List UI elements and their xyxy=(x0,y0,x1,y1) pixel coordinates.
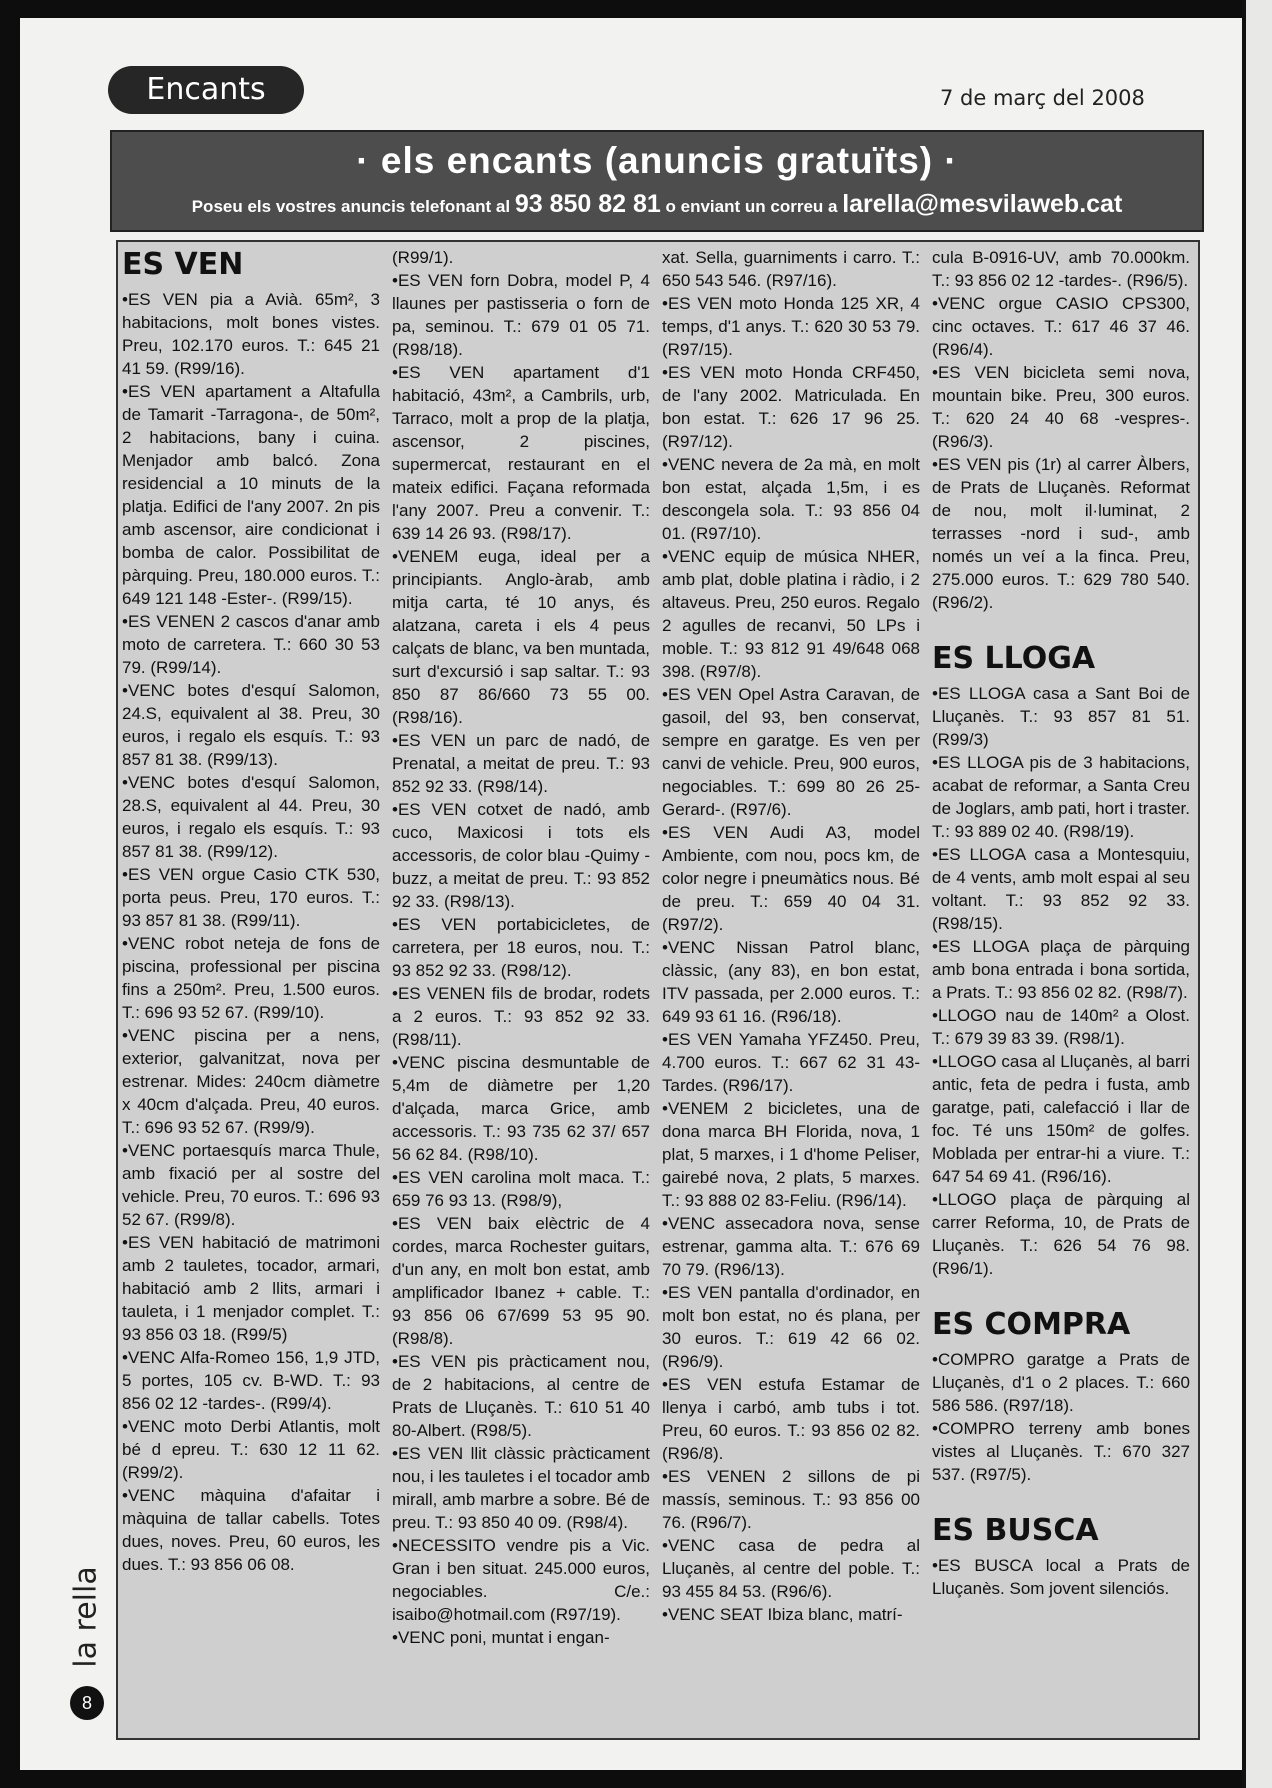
ad-item: •ES VEN un parc de nadó, de Prenatal, a meitat de preu. T.: 93 852 92 33. (R98/14). xyxy=(392,731,650,796)
ad-item: •COMPRO terreny amb bones vistes al Lluçanès. T.: 670 327 537. (R97/5). xyxy=(932,1419,1190,1484)
ad-item: •VENC piscina desmuntable de 5,4m de diàmetre per 1,20 d'alçada, marca Grice, amb accessoris. T.: 93 735 62 37/ 657 56 62 84. (R98/10). xyxy=(392,1053,650,1164)
ad-item: •ES VENEN 2 cascos d'anar amb moto de carretera. T.: 660 30 53 79. (R99/14). xyxy=(122,612,380,677)
heading-es-ven: ES VEN xyxy=(122,247,244,282)
ad-item: •VENC robot neteja de fons de piscina, professional per piscina fins a 250m². Preu, 1.500 euros. T.: 696 93 52 67. (R99/10). xyxy=(122,934,380,1022)
banner-title: · els encants (anuncis gratuïts) · xyxy=(356,140,958,181)
ad-item: •ES VEN Yamaha YFZ450. Preu, 4.700 euros. T.: 667 62 31 43-Tardes. (R96/17). xyxy=(662,1030,920,1095)
page-spine xyxy=(1242,0,1272,1788)
classifieds-content xyxy=(116,240,1200,1740)
ad-item: •VENC moto Derbi Atlantis, molt bé d epreu. T.: 630 12 11 62. (R99/2). xyxy=(122,1417,380,1482)
banner-email: larella@mesvilaweb.cat xyxy=(842,190,1123,218)
ad-item: •VENC piscina per a nens, exterior, galvanitzat, nova per estrenar. Mides: 240cm diàmetre x 40cm d'alçada. Preu, 40 euros. T.: 696 93 52 67. (R99/9). xyxy=(122,1026,380,1137)
ad-item: (R99/1). xyxy=(392,248,454,267)
banner-subtitle xyxy=(112,190,1202,219)
ad-item: cula B-0916-UV, amb 70.000km. T.: 93 856 02 12 -tardes-. (R96/5). xyxy=(932,248,1190,290)
heading-es-compra: ES COMPRA xyxy=(932,1307,1131,1342)
issue-date: 7 de març del 2008 xyxy=(940,86,1145,110)
ad-item: •ES VENEN fils de brodar, rodets a 2 euros. T.: 93 852 92 33. (R98/11). xyxy=(392,984,650,1049)
ad-item: •ES VEN moto Honda 125 XR, 4 temps, d'1 anys. T.: 620 30 53 79. (R97/15). xyxy=(662,294,920,359)
ad-item: •ES VEN moto Honda CRF450, de l'any 2002. Matriculada. En bon estat. T.: 626 17 96 25. (R97/12). xyxy=(662,363,920,451)
ad-item: •ES VEN baix elèctric de 4 cordes, marca Rochester guitars, d'un any, en molt bon estat, amb amplificador Ibanez + cable. T.: 93 856 06 67/699 53 95 90. (R98/8). xyxy=(392,1214,650,1348)
ad-item: •COMPRO garatge a Prats de Lluçanès, d'1 o 2 places. T.: 660 586 586. (R97/18). xyxy=(932,1350,1190,1415)
ad-list xyxy=(932,246,1190,614)
ad-item: •LLOGO plaça de pàrquing al carrer Reforma, 10, de Prats de Lluçanès. T.: 626 54 76 98. (R96/1). xyxy=(932,1190,1190,1278)
ad-item: •ES VENEN 2 sillons de pi massís, seminous. T.: 93 856 00 76. (R96/7). xyxy=(662,1467,920,1532)
ad-item: •ES VEN bicicleta semi nova, mountain bike. Preu, 300 euros. T.: 620 24 40 68 -vespres-. (R96/3). xyxy=(932,363,1190,451)
publication-name-text: la rella xyxy=(68,1566,104,1668)
column-3 xyxy=(662,246,920,1734)
ad-item: •ES VEN portabicicletes, de carretera, per 18 euros, nou. T.: 93 852 92 33. (R98/12). xyxy=(392,915,650,980)
banner-text-before: Poseu els vostres anuncis telefonant al xyxy=(191,197,515,216)
ad-item: •VENEM 2 bicicletes, una de dona marca BH Florida, nova, 1 plat, 5 marxes, i 1 d'home Peliser, gairebé nova, 2 plats, 5 marxes. T.: 93 888 02 83-Feliu. (R96/14). xyxy=(662,1099,920,1210)
ad-item: •VENC màquina d'afaitar i màquina de tallar cabells. Totes dues, noves. Preu, 60 euros, les dues. T.: 93 856 06 08. xyxy=(122,1486,380,1574)
ad-item: •ES LLOGA casa a Sant Boi de Lluçanès. T.: 93 857 81 51. (R99/3) xyxy=(932,684,1190,749)
publication-name xyxy=(66,1562,106,1672)
ad-item: •ES VEN apartament a Altafulla de Tamarit -Tarragona-, de 50m², 2 habitacions, bany i cuina. Menjador amb balcó. Zona residencial a 10 minuts de la platja. Edifici de l'any 2007. 2n pis amb ascensor, aire condicionat i bomba de calor. Possibilitat de pàrquing. Preu, 180.000 euros. T.: 649 121 148 -Ester-. (R99/15). xyxy=(122,382,380,608)
ad-item: •VENC orgue CASIO CPS300, cinc octaves. T.: 617 46 37 46. (R96/4). xyxy=(932,294,1190,359)
ad-list xyxy=(932,1348,1190,1486)
ad-item: •ES VEN carolina molt maca. T.: 659 76 93 13. (R98/9), xyxy=(392,1168,650,1210)
ad-item: •LLOGO nau de 140m² a Olost. T.: 679 39 83 39. (R98/1). xyxy=(932,1006,1190,1048)
ad-item: •ES VEN pis pràcticament nou, de 2 habitacions, al centre de Prats de Lluçanès. T.: 610 51 40 80-Albert. (R98/5). xyxy=(392,1352,650,1440)
ad-item: •ES VEN orgue Casio CTK 530, porta peus. Preu, 170 euros. T.: 93 857 81 38. (R99/11). xyxy=(122,865,380,930)
ad-item: •VENC equip de música NHER, amb plat, doble platina i ràdio, i 2 altaveus. Preu, 250 euros. Regalo 2 agulles de recanvi, 50 LPs i moble. T.: 93 812 91 49/648 068 398. (R97/8). xyxy=(662,547,920,681)
ad-item: •VENC casa de pedra al Lluçanès, al centre del poble. T.: 93 455 84 53. (R96/6). xyxy=(662,1536,920,1601)
ad-list xyxy=(392,246,650,1649)
ad-item: •ES VEN forn Dobra, model P, 4 llaunes per pastisseria o forn de pa, seminou. T.: 679 01 05 71. (R98/18). xyxy=(392,271,650,359)
ad-list xyxy=(122,288,380,1576)
ad-list xyxy=(662,246,920,1626)
column-4 xyxy=(932,246,1190,1734)
ad-item: •ES VEN estufa Estamar de llenya i carbó, amb tubs i tot. Preu, 60 euros. T.: 93 856 02 82. (R96/8). xyxy=(662,1375,920,1463)
ad-item: •VENC assecadora nova, sense estrenar, gamma alta. T.: 676 69 70 79. (R96/13). xyxy=(662,1214,920,1279)
ad-item: •ES VEN llit clàssic pràcticament nou, i les tauletes i el tocador amb mirall, amb marbre a sobre. Bé de preu. T.: 93 850 40 09. (R98/4). xyxy=(392,1444,650,1532)
ad-item: •ES LLOGA casa a Montesquiu, de 4 vents, amb molt espai al seu voltant. T.: 93 852 92 33. (R98/15). xyxy=(932,845,1190,933)
ad-list xyxy=(932,682,1190,1280)
ad-list xyxy=(932,1554,1190,1600)
ad-item: •LLOGO casa al Lluçanès, al barri antic, feta de pedra i fusta, amb garatge, pati, calefacció i llar de foc. Té uns 150m² de golfes. Moblada per entrar-hi a viure. T.: 647 54 69 41. (R96/16). xyxy=(932,1052,1190,1186)
ad-item: •VENC botes d'esquí Salomon, 28.S, equivalent al 44. Preu, 30 euros, i regalo els esquís. T.: 93 857 81 38. (R99/12). xyxy=(122,773,380,861)
ad-item: •VENC nevera de 2a mà, en molt bon estat, alçada 1,5m, i es descongela sola. T.: 93 856 04 01. (R97/10). xyxy=(662,455,920,543)
section-title: Encants xyxy=(108,66,304,114)
ad-item: •ES LLOGA pis de 3 habitacions, acabat de reformar, a Santa Creu de Joglars, amb pati, hort i traster. T.: 93 889 02 40. (R98/19). xyxy=(932,753,1190,841)
banner-phone: 93 850 82 81 xyxy=(514,190,661,218)
ad-item: •ES VEN pis (1r) al carrer Àlbers, de Prats de Lluçanès. Reformat de nou, molt il·luminat, 2 terrasses -nord i sud-, amb només un veí a la finca. Preu, 275.000 euros. T.: 629 780 540. (R96/2). xyxy=(932,455,1190,612)
ad-item: •ES VEN pia a Avià. 65m², 3 habitacions, molt bones vistes. Preu, 102.170 euros. T.: 645 21 41 59. (R99/16). xyxy=(122,290,380,378)
ad-item: •ES VEN apartament d'1 habitació, 43m², a Cambrils, urb, Tarraco, molt a prop de la platja, ascensor, 2 piscines, supermercat, restaurant en el mateix edifici. Façana reformada l'any 2007. Preu a convenir. T.: 639 14 26 93. (R98/17). xyxy=(392,363,650,543)
ad-item: •ES VEN Audi A3, model Ambiente, com nou, pocs km, de color negre i pneumàtics nous. Bé de preu. T.: 659 40 04 31. (R97/2). xyxy=(662,823,920,934)
ad-item: •VENEM euga, ideal per a principiants. Anglo-àrab, amb mitja carta, té 10 anys, és alatzana, careta i els 4 peus calçats de blanc, va ben muntada, surt d'excursió i sap saltar. T.: 93 850 87 86/660 73 55 00. (R98/16). xyxy=(392,547,650,727)
ad-item: •VENC Alfa-Romeo 156, 1,9 JTD, 5 portes, 105 cv. B-WD. T.: 93 856 02 12 -tardes-. (R99/4). xyxy=(122,1348,380,1413)
column-1 xyxy=(122,246,380,1734)
ad-item: •NECESSITO vendre pis a Vic. Gran i ben situat. 245.000 euros, negociables. C/e.: isaibo@hotmail.com (R97/19). xyxy=(392,1536,650,1624)
ad-item: •VENC portaesquís marca Thule, amb fixació per al sostre del vehicle. Preu, 70 euros. T.: 696 93 52 67. (R99/8). xyxy=(122,1141,380,1229)
ad-item: •ES LLOGA plaça de pàrquing amb bona entrada i bona sortida, a Prats. T.: 93 856 02 82. (R98/7). xyxy=(932,937,1190,1002)
ad-item: •VENC Nissan Patrol blanc, clàssic, (any 83), en bon estat, ITV passada, per 2.000 euros. T.: 649 93 61 16. (R96/18). xyxy=(662,938,920,1026)
ad-item: •ES VEN Opel Astra Caravan, de gasoil, del 93, ben conservat, sempre en garatge. Es ven per canvi de vehicle. Preu, 900 euros, negociables. T.: 699 80 26 25-Gerard-. (R97/6). xyxy=(662,685,920,819)
ad-item: •ES VEN pantalla d'ordinador, en molt bon estat, no és plana, per 30 euros. T.: 619 42 66 02. (R96/9). xyxy=(662,1283,920,1371)
banner-text-middle: o enviant un correu a xyxy=(660,197,843,216)
classifieds-banner xyxy=(110,130,1204,232)
column-2 xyxy=(392,246,650,1734)
page-number: 8 xyxy=(70,1686,104,1720)
ad-item: •VENC botes d'esquí Salomon, 24.S, equivalent al 38. Preu, 30 euros, i regalo els esquís. T.: 93 857 81 38. (R99/13). xyxy=(122,681,380,769)
ad-item: •ES VEN habitació de matrimoni amb 2 tauletes, tocador, armari, habitació amb 2 llits, armari i tauleta, i 1 menjador complet. T.: 93 856 03 18. (R99/5) xyxy=(122,1233,380,1344)
ad-item: •VENC poni, muntat i engan- xyxy=(392,1628,610,1647)
ad-item: •ES BUSCA local a Prats de Lluçanès. Som jovent silenciós. xyxy=(932,1556,1190,1598)
ad-item: •VENC SEAT Ibiza blanc, matrí- xyxy=(662,1605,903,1624)
ad-item: xat. Sella, guarniments i carro. T.: 650 543 546. (R97/16). xyxy=(662,248,920,290)
ad-item: •ES VEN cotxet de nadó, amb cuco, Maxicosi i tots els accessoris, de color blau -Quimy - buzz, a meitat de preu. T.: 93 852 92 33. (R98/13). xyxy=(392,800,650,911)
heading-es-busca: ES BUSCA xyxy=(932,1513,1099,1548)
heading-es-lloga: ES LLOGA xyxy=(932,641,1096,676)
